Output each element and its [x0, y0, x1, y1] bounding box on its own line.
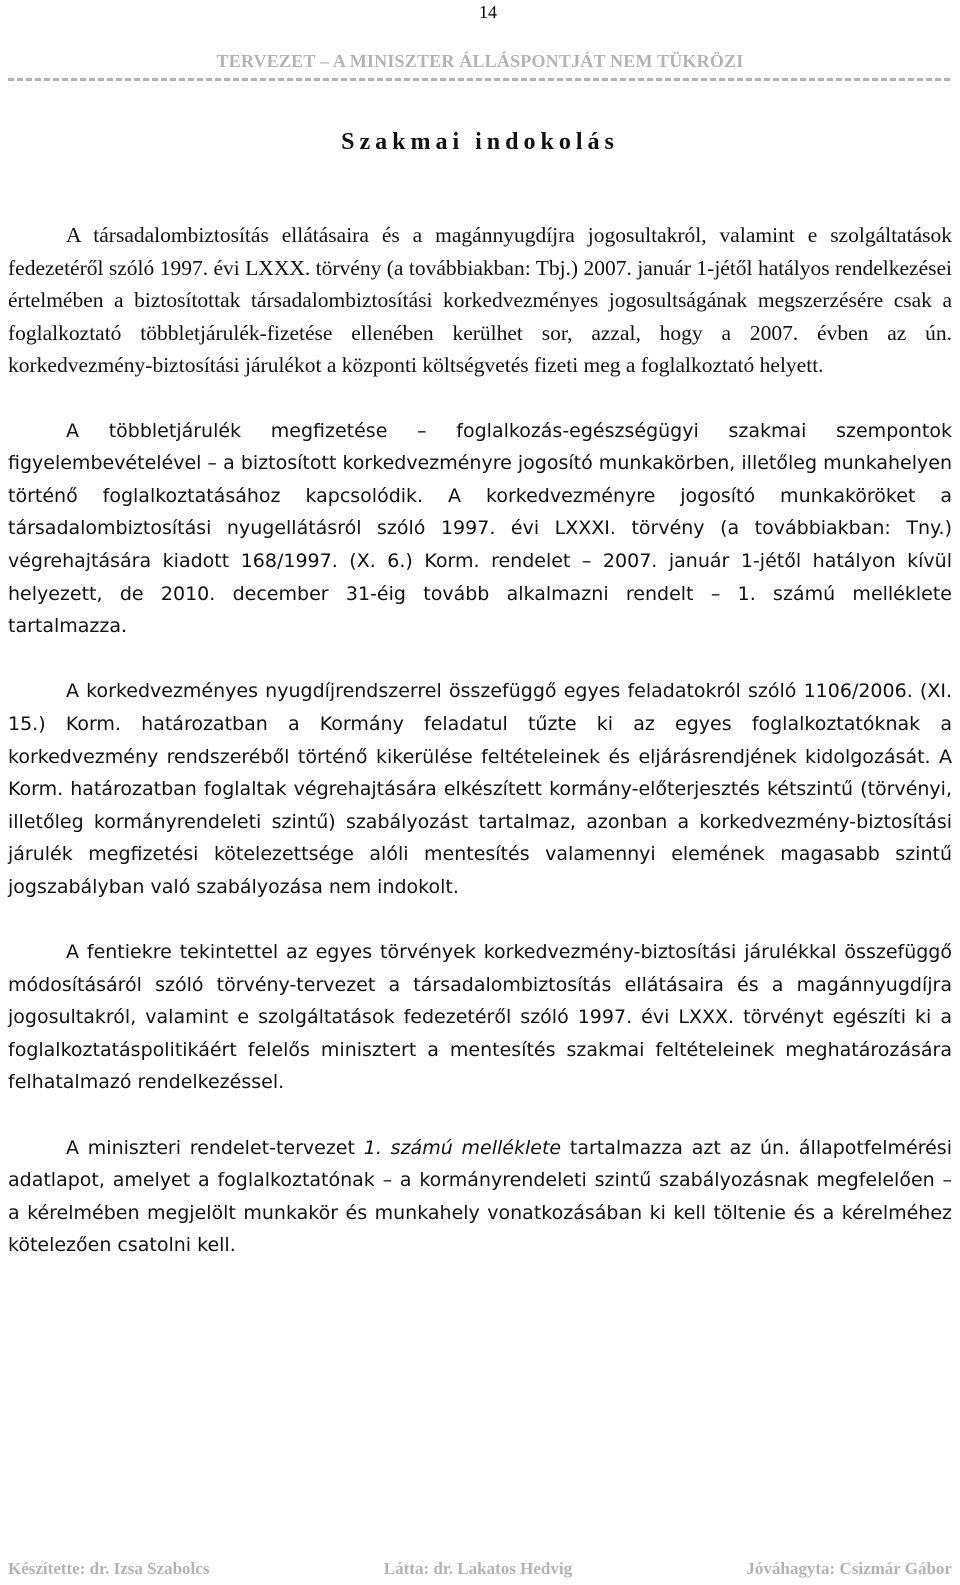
section-title: Szakmai indokolás [341, 129, 619, 155]
document-body [8, 219, 952, 1262]
paragraph-5-annex-reference: 1. számú melléklete [363, 1136, 562, 1159]
header-divider [8, 78, 950, 81]
footer-approved-by: Jóváhagyta: Csizmár Gábor [746, 1559, 952, 1578]
paragraph-1: A társadalombiztosítás ellátásaira és a magánnyugdíjra jogosultakról, valamint e szolgáltatások fedezetéről szóló 1997. évi LXXX. törvény (a továbbiakban: Tbj.) 2007. január 1-jétől hatályos rendelkezései értelmében a biztosítottak társadalombiztosítási korkedvezményes jogosultságának megszerzésére csak a foglalkoztató többletjárulék-fizetése ellenében kerülhet sor, azzal, hogy a 2007. évben az ún. korkedvezmény-biztosítási járulékot a központi költségvetés fizeti meg a foglalkoztató helyett. [8, 223, 952, 378]
paragraph-2: A többletjárulék megfizetése – foglalkozás-egészségügyi szakmai szempontok figyelembevételével – a biztosított korkedvezményre jogosító munkakörben, illetőleg munkahelyen történő foglalkoztatásához kapcsolódik. A korkedvezményre jogosító munkaköröket a társadalombiztosítási nyugellátásról szóló 1997. évi LXXXI. törvény (a továbbiakban: Tny.) végrehajtására kiadott 168/1997. (X. 6.) Korm. rendelet – 2007. január 1-jétől hatályon kívül helyezett, de 2010. december 31-éig tovább alkalmazni rendelt – 1. számú melléklete tartalmazza. [8, 419, 952, 638]
footer-reviewed-by: Látta: dr. Lakatos Hedvig [383, 1559, 573, 1578]
paragraph-3: A korkedvezményes nyugdíjrendszerrel összefüggő egyes feladatokról szóló 1106/2006. (XI. 15.) Korm. határozatban a Kormány feladatul tűzte ki az egyes foglalkoztatóknak a korkedvezmény rendszeréből történő kikerülése feltételeinek és eljárásrendjének kidolgozását. A Korm. határozatban foglaltak végrehajtására elkészített kormány-előterjesztés kétszintű (törvényi, illetőleg kormányrendeleti szintű) szabályozást tartalmaz, azonban a korkedvezmény-biztosítási járulék megfizetési kötelezettsége alóli mentesítés valamennyi elemének magasabb szintű jogszabályban való szabályozása nem indokolt. [8, 680, 952, 898]
paragraph-5 [8, 1132, 952, 1262]
draft-notice: TERVEZET – A MINISZTER ÁLLÁSPONTJÁT NEM TÜKRÖZI [216, 51, 744, 71]
paragraph-5-start: A miniszteri rendelet-tervezet [66, 1136, 364, 1159]
page-footer [8, 1559, 952, 1579]
paragraph-5-end: tartalmazza azt az ún. állapotfelmérési adatlapot, amelyet a foglalkoztatónak – a kormányrendeleti szintű szabályozásnak megfelelően – a kérelmében megjelölt munkakör és munkahely vonatkozásában ki kell töltenie és a kérelméhez kötelezően csatolni kell. [8, 1136, 952, 1257]
footer-prepared-by: Készítette: dr. Izsa Szabolcs [8, 1559, 210, 1578]
page-number: 14 [479, 2, 497, 22]
paragraph-4: A fentiekre tekintettel az egyes törvények korkedvezmény-biztosítási járulékkal összefüggő módosításáról szóló törvény-tervezet a társadalombiztosítás ellátásaira és a magánnyugdíjra jogosultakról, valamint e szolgáltatások fedezetéről szóló 1997. évi LXXX. törvényt egészíti ki a foglalkoztatáspolitikáért felelős minisztert a mentesítés szakmai feltételeinek meghatározására felhatalmazó rendelkezéssel. [8, 941, 952, 1094]
